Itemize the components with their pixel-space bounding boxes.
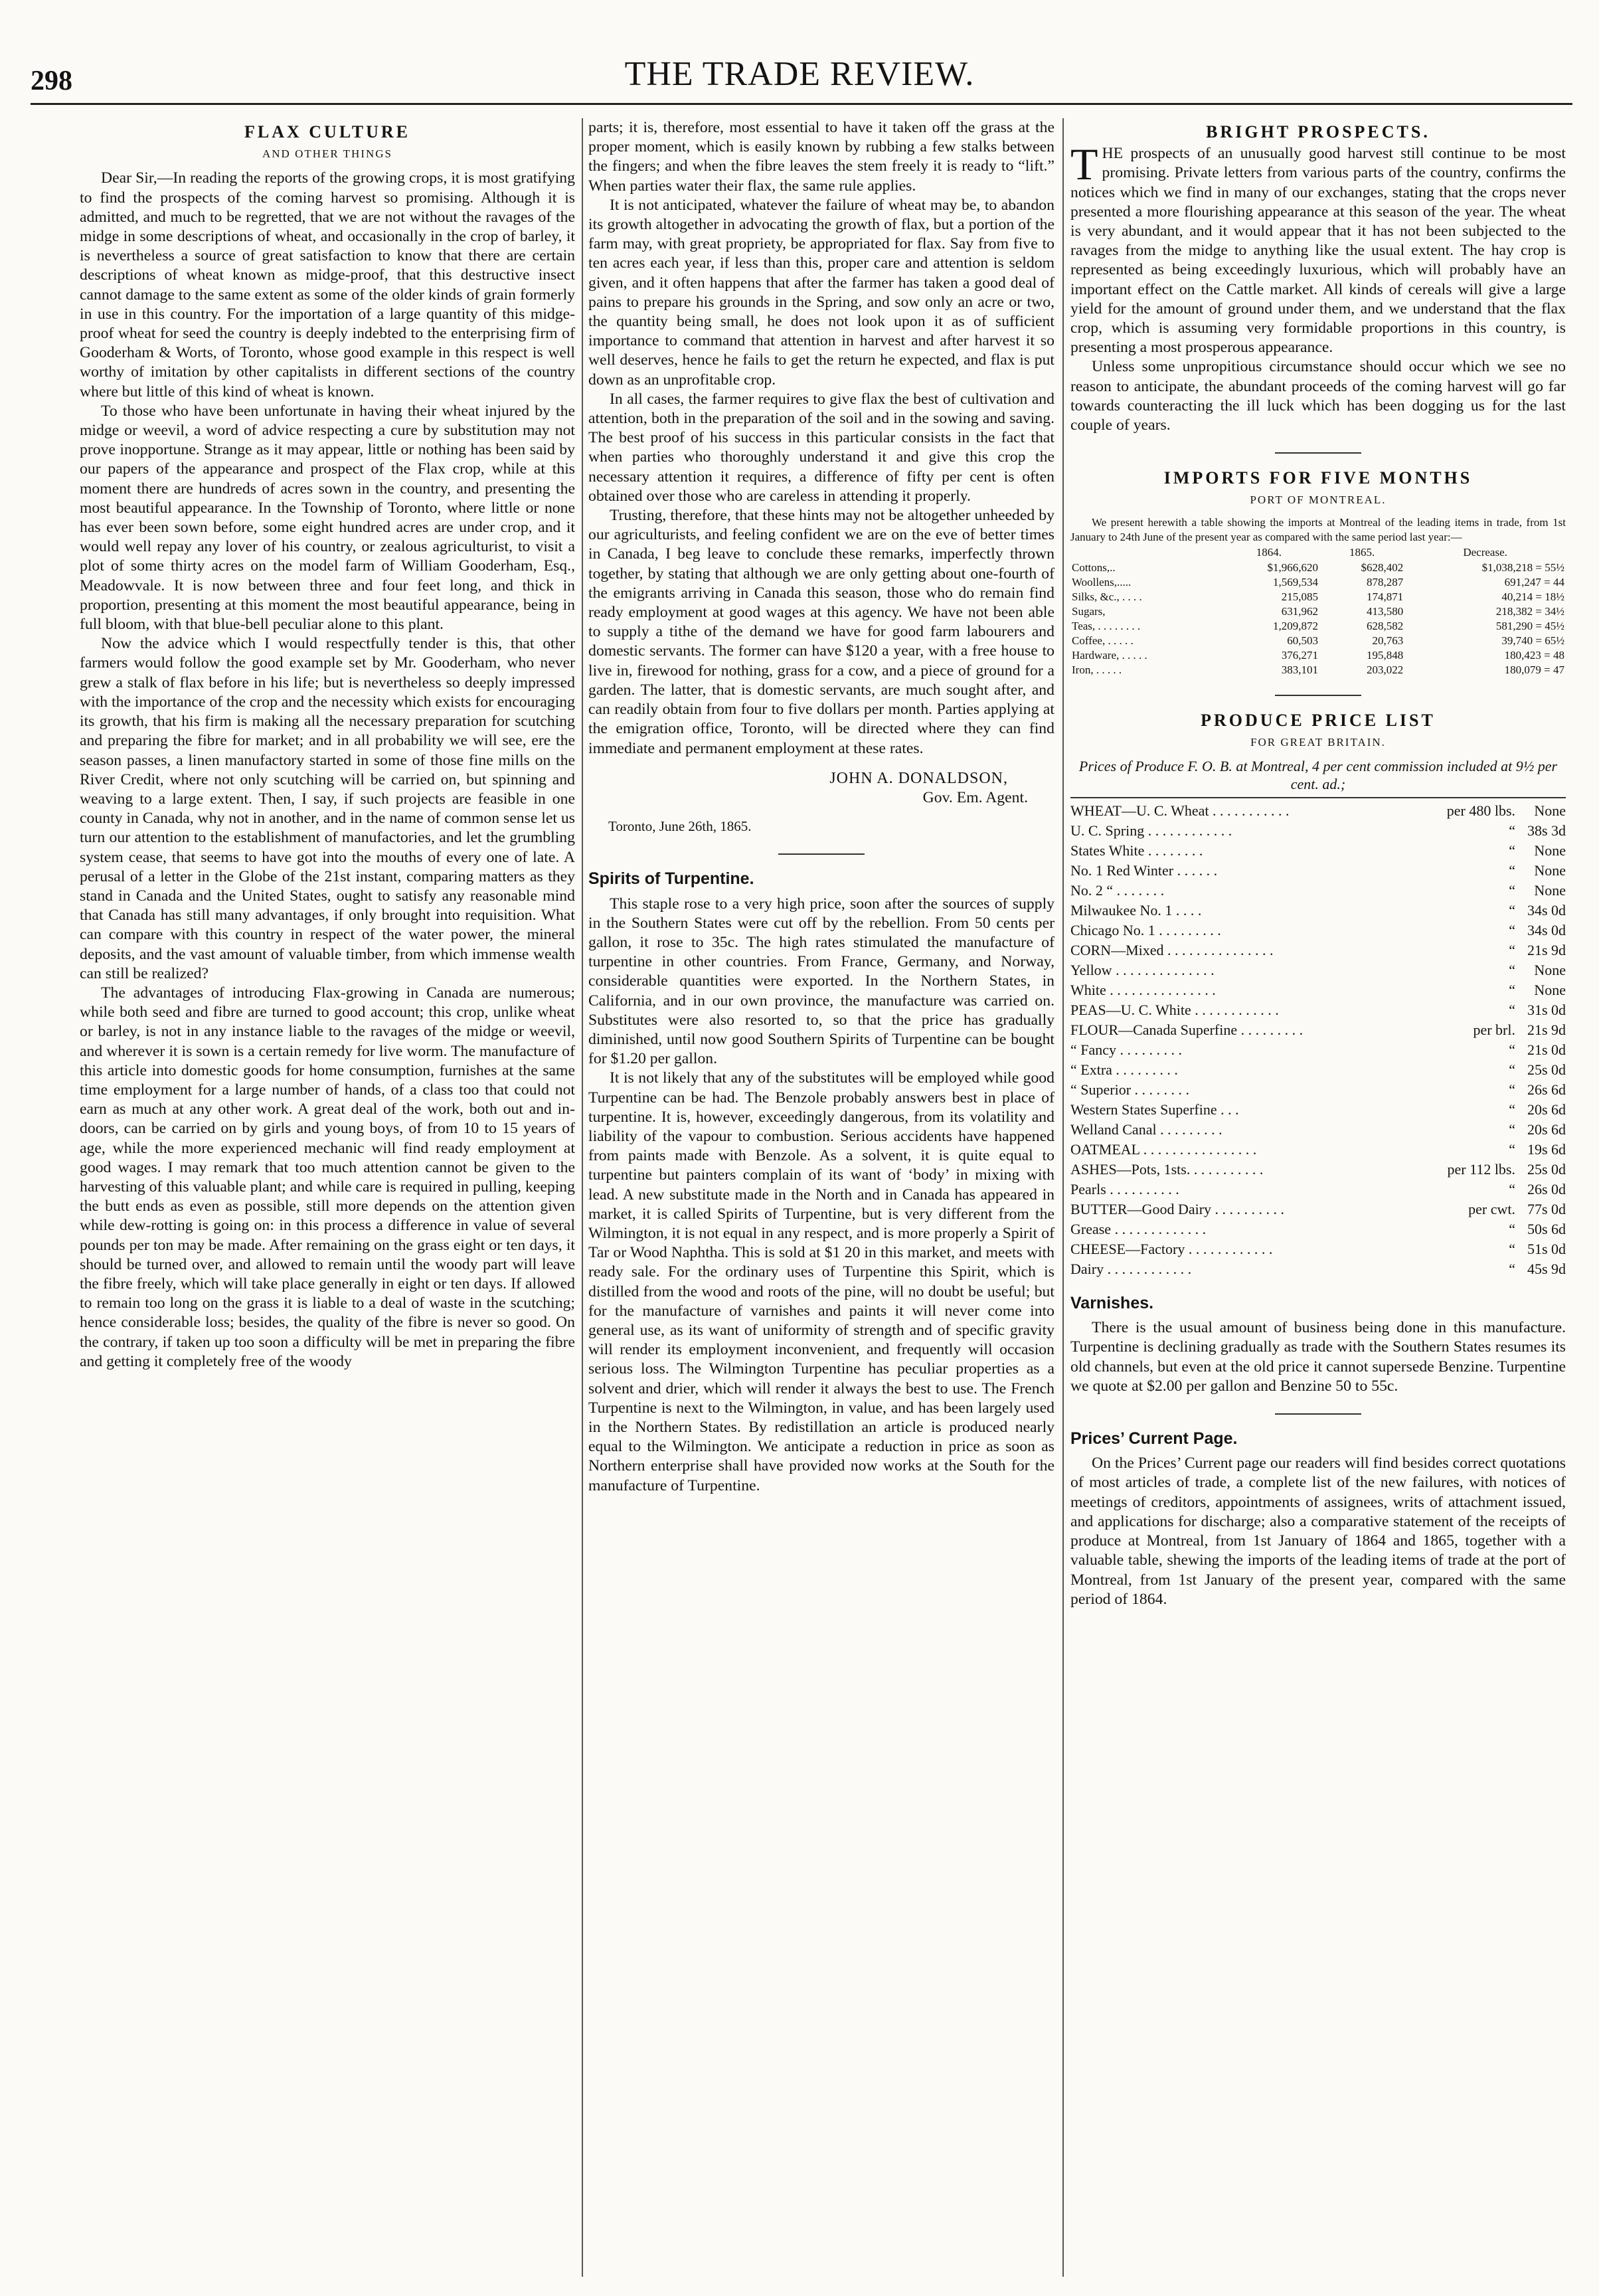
item-label: Welland Canal . . . . . . . . . [1070,1121,1222,1138]
page-number: 298 [31,66,72,96]
item-unit: “ [1509,942,1515,959]
caption-rule [1070,797,1566,798]
imports-subtitle: PORT OF MONTREAL. [1250,493,1387,507]
table-cell: Coffee, . . . . . [1072,634,1134,647]
item-price: 34s 0d [1527,902,1566,919]
item-price: None [1534,962,1566,979]
table-cell: Woollens,..... [1072,575,1132,588]
table-row [1070,634,1566,648]
table-cell: Silks, &c., . . . . [1072,590,1142,603]
flax-continued-paragraph: In all cases, the farmer requires to give flax the best of cultivation and attention, both in the preparation of the soil and in the sowing and saving. The best proof of his success in this particular consists in the fact that when parties who thoroughly understand it and give this crop the necessary attention it requires, a difference of fifty per cent is often obtained over those who are careless in attending it properly. [588,390,1054,505]
table-row [1070,980,1566,1000]
table-cell: Teas, . . . . . . . . [1072,619,1141,632]
table-row [1070,1160,1566,1180]
item-label: U. C. Spring . . . . . . . . . . . . [1070,822,1232,839]
item-price: 20s 6d [1527,1101,1566,1118]
item-label: Chicago No. 1 . . . . . . . . . [1070,922,1221,939]
table-cell: $1,038,218 = 55½ [1481,561,1564,574]
item-unit: “ [1509,1081,1515,1099]
column-1 [80,118,575,1371]
item-unit: “ [1509,1041,1515,1059]
imports-table [1070,545,1566,677]
table-row [1070,1259,1566,1279]
table-cell: 691,247 = 44 [1504,575,1564,588]
column-divider-1 [582,118,583,2277]
item-unit: “ [1509,1121,1515,1138]
table-row [1070,861,1566,881]
item-price: 21s 9d [1527,1021,1566,1039]
item-label: CORN—Mixed . . . . . . . . . . . . . . . [1070,942,1274,959]
table-cell: 628,582 [1366,619,1404,632]
column-divider-2 [1062,118,1064,2277]
table-row [1070,1100,1566,1120]
prices-current-paragraph: On the Prices’ Current page our readers will find besides correct quotations of most articles of trade, a complete list of the new failures, with notices of meetings of creditors, appointments of assignees, writs of attachment issued, and applications for discharge; also a comparative statement of the receipts of produce at Montreal, from 1st January of 1864 and 1865, together with a valuable table, shewing the imports of the leading items of trade at the port of Montreal, from 1st January of the present year, compared with the same period of 1864. [1070,1455,1566,1608]
item-label: White . . . . . . . . . . . . . . . [1070,982,1216,999]
section-separator [1275,452,1361,454]
flax-signature-title: Gov. Em. Agent. [922,788,1028,806]
item-unit: “ [1509,1241,1515,1258]
masthead-title: THE TRADE REVIEW. [624,55,975,93]
flax-article-title: FLAX CULTURE [244,122,411,141]
item-price: None [1534,982,1566,999]
flax-paragraph: Now the advice which I would respectfully tender is this, that other farmers would follow the good example set by Mr. Gooderham, who never grew a stalk of flax before in his life; but is nevertheless so deeply impressed with the importance of the crop and the necessity which exists for encouraging its growth, that his firm is making all the necessary preparation for scutching and preparing the fibre for market; and in all probability we will see, ere the season passes, a linen manufactory started in some of those fine mills on the River Credit, where not only scutching will be carried on, but spinning and weaving to a large extent. Then, I say, if such projects are feasible in one county in Canada, why not in another, and in the name of common sense let us turn our attention to the establishment of manufactories, and let the grumbling system cease, that seems to have got into the mouths of every one of late. A perusal of a letter in the Globe of the 21st instant, comparing matters as they stand in Canada and the United States, ought to satisfy any reasonable mind that Canada has still many advantages, if only brought into requisition. What can compare with this country in respect of the water power, the mineral deposits, and the vast amount of valuable timber, from which immense wealth can still be realized? [80,635,575,982]
item-label: “ Superior . . . . . . . . [1070,1081,1190,1099]
bright-prospects-title: BRIGHT PROSPECTS. [1206,122,1430,141]
flax-dateline: Toronto, June 26th, 1865. [608,818,752,835]
table-cell: 180,423 = 48 [1504,648,1564,662]
table-row [1070,590,1566,604]
item-price: None [1534,882,1566,899]
item-price: 51s 0d [1527,1241,1566,1258]
item-label: “ Extra . . . . . . . . . [1070,1061,1178,1079]
flax-paragraph: To those who have been unfortunate in having their wheat injured by the midge or weevil, a word of advice respecting a cure by substitution may not prove inopportune. Strange as it may appear, little or nothing has been said by our papers of the appearance and prospect of the Flax crop, while at this moment there are hundreds of acres sown in the country, and presenting the most beautiful appearance. In the Township of Toronto, where little or none has ever been sown before, some eight hundred acres are under crop, and it would well repay any lover of his country, or zealous agriculturist, to visit a plot of some thirty acres on the model farm of William Gooderham, Esq., Meadowvale. It is now between three and four feet long, and thick in proportion, presenting at this moment the most beautiful appearance, being in full bloom, with that blue-bell peculiar alone to this plant. [80,402,575,634]
item-unit: per 480 lbs. [1446,802,1515,820]
varnishes-paragraph: There is the usual amount of business being done in this manufacture. Turpentine is declining gradually as trade with the Southern States resumes its old channels, but even at the old price it cannot supersede Benzine. Turpentine we quote at $2.00 per gallon and Benzine 50 to 55c. [1070,1319,1566,1395]
table-row [1070,663,1566,677]
table-row [1070,821,1566,841]
table-row [1070,1060,1566,1080]
flax-article-subtitle: AND OTHER THINGS [262,147,392,161]
item-price: 25s 0d [1527,1161,1566,1178]
table-row [1070,960,1566,980]
column-2 [588,118,1054,1496]
table-row [1070,648,1566,663]
table-cell: Iron, . . . . . [1072,663,1122,676]
produce-price-table [1070,801,1566,1279]
table-row [1070,575,1566,590]
item-unit: “ [1509,1002,1515,1019]
item-unit: “ [1509,1181,1515,1198]
item-unit: “ [1509,1141,1515,1158]
flax-paragraph: Dear Sir,—In reading the reports of the growing crops, it is most gratifying to find the prospects of the coming harvest so promising. Although it is admitted, and much to be regretted, that we are not without the ravages of the midge in some descriptions of wheat, and occasionally in the crop of barley, it is nevertheless a source of great satisfaction to know that there are certain descriptions of wheat known as midge-proof, that this destructive insect cannot damage to the same extent as some of the older kinds of grain formerly in use in this country. For the importation of a large quantity of this midge-proof wheat for seed the country is deeply indebted to the enterprising firm of Gooderham & Worts, of Toronto, whose good example in this respect is well worthy of imitation by other capitalists in different sections of the country where but little of this kind of wheat is known. [80,169,575,400]
table-row [1070,1000,1566,1020]
item-price: 34s 0d [1527,922,1566,939]
column-header [1070,545,1219,561]
imports-table-header [1070,545,1566,561]
table-cell: 218,382 = 34½ [1495,604,1564,618]
item-price: 19s 6d [1527,1141,1566,1158]
table-cell: 581,290 = 45½ [1495,619,1564,632]
item-price: None [1534,862,1566,879]
table-cell: 20,763 [1372,634,1404,647]
flax-continued-paragraph: It is not anticipated, whatever the failure of wheat may be, to abandon its growth altogether in advocating the growth of flax, but a portion of the farm may, with great propriety, be appropriated for flax. Say from five to ten acres each year, if less than this, proper care and attention is seldom given, and it often happens that after the farmer has taken a good deal of pains to prepare his grounds in the Spring, and sow only an acre or two, the quantity being small, he does not look upon it as of sufficient importance to command that attention in harvest and after harvest it so well deserves, hence he fails to get the return he expected, and flax is put down as an unprofitable crop. [588,196,1054,389]
item-label: Western States Superfine . . . [1070,1101,1239,1118]
item-unit: “ [1509,902,1515,919]
table-row [1070,1040,1566,1060]
imports-intro: We present herewith a table showing the imports at Montreal of the leading items in trade, from 1st January to 24th June of the present year as compared with the same period last year:— [1070,515,1566,543]
item-label: Milwaukee No. 1 . . . . [1070,902,1202,919]
table-cell: 180,079 = 47 [1504,663,1564,676]
item-label: PEAS—U. C. White . . . . . . . . . . . . [1070,1002,1279,1019]
item-price: 77s 0d [1527,1201,1566,1218]
item-price: None [1534,802,1566,820]
table-row [1070,1199,1566,1219]
bright-prospects-paragraph: Unless some unpropitious circumstance should occur which we see no reason to anticipate, the abundant proceeds of the coming harvest will go far towards counteracting the ill luck which has been dogging us for the last couple of years. [1070,358,1566,434]
section-separator [1275,695,1361,696]
item-unit: “ [1509,1261,1515,1278]
item-unit: “ [1509,842,1515,859]
table-row [1070,940,1566,960]
item-price: 45s 9d [1527,1261,1566,1278]
item-label: No. 2 “ . . . . . . . [1070,882,1165,899]
table-cell: $628,402 [1361,561,1404,574]
item-price: 21s 0d [1527,1041,1566,1059]
table-row [1070,1020,1566,1040]
item-price: 38s 3d [1527,822,1566,839]
table-cell: 1,209,872 [1273,619,1319,632]
item-label: Grease . . . . . . . . . . . . . [1070,1221,1207,1238]
item-price: 50s 6d [1527,1221,1566,1238]
table-cell: Hardware, . . . . . [1072,648,1147,662]
item-unit: per brl. [1473,1021,1515,1039]
item-label: No. 1 Red Winter . . . . . . [1070,862,1218,879]
table-cell: Sugars, [1072,604,1106,618]
turpentine-paragraph: This staple rose to a very high price, soon after the sources of supply in the Southern States were cut off by the rebellion. From 50 cents per gallon, it rose to 35c. The high rates stimulated the manufacture of turpentine in other countries. From France, Germany, and Norway, considerable quantities were exported. In the Northern States, in California, and in our own province, the manufacture was carried on. Substitutes were also resorted to, so that the price has gradually diminished, until now good Southern Spirits of Turpentine can be bought for $1.20 per gallon. [588,895,1054,1068]
table-row [1070,1120,1566,1140]
table-cell: 40,214 = 18½ [1501,590,1564,603]
item-label: WHEAT—U. C. Wheat . . . . . . . . . . . [1070,802,1290,820]
table-row [1070,1080,1566,1100]
table-row [1070,801,1566,821]
produce-title: PRODUCE PRICE LIST [1201,710,1436,730]
item-unit: “ [1509,882,1515,899]
bright-prospects-paragraph: THE prospects of an unusually good harvest still continue to be most promising. Private letters from various parts of the country, confirms the notices which we find in many of our exchanges, stating that the crops never presented a more flourishing appearance at this season of the year. The wheat is very abundant, and it would appear that it has not been subjected to the ravages from the midge to anything like the usual extent. The hay crop is represented as being exceedingly luxurious, which will probably have an important effect on the Cattle market. All kinds of cereals will give a large yield for the amount of ground under them, and we understand that the flax crop, which is assuming very formidable proportions in this country, is presenting a most prosperous appearance. [1070,139,1566,357]
column-header: 1865. [1349,545,1375,559]
produce-subtitle: FOR GREAT BRITAIN. [1250,735,1386,749]
item-unit: “ [1509,922,1515,939]
table-row [1070,901,1566,921]
table-cell: 174,871 [1366,590,1404,603]
item-label: States White . . . . . . . . [1070,842,1203,859]
item-label: ASHES—Pots, 1sts. . . . . . . . . . . [1070,1161,1264,1178]
item-unit: “ [1509,862,1515,879]
table-row [1070,881,1566,901]
item-label: Dairy . . . . . . . . . . . . [1070,1261,1192,1278]
item-price: 21s 9d [1527,942,1566,959]
table-cell: 383,101 [1281,663,1319,676]
item-price: 31s 0d [1527,1002,1566,1019]
table-row [1070,1180,1566,1199]
table-row [1070,604,1566,619]
prices-current-title: Prices’ Current Page. [1070,1429,1238,1449]
table-cell: $1,966,620 [1267,561,1319,574]
section-separator [778,853,865,855]
section-separator [1275,1413,1361,1415]
item-price: 26s 0d [1527,1181,1566,1198]
table-cell: 203,022 [1366,663,1404,676]
header-rule [31,103,1572,105]
table-row [1070,619,1566,634]
flax-continued-paragraph: parts; it is, therefore, most essential to have it taken off the grass at the proper moment, which is easily known by rubbing a few stalks between the fingers; and when the fibre leaves the stem freely it is ready to “lift.” When parties water their flax, the same rule applies. [588,119,1054,195]
item-label: CHEESE—Factory . . . . . . . . . . . . [1070,1241,1273,1258]
item-unit: “ [1509,822,1515,839]
item-label: “ Fancy . . . . . . . . . [1070,1041,1183,1059]
item-label: Pearls . . . . . . . . . . [1070,1181,1179,1198]
item-label: Yellow . . . . . . . . . . . . . . [1070,962,1215,979]
table-cell: Cottons,.. [1072,561,1116,574]
table-row [1070,1140,1566,1160]
table-cell: 878,287 [1366,575,1404,588]
flax-paragraph: The advantages of introducing Flax-growing in Canada are numerous; while both seed and fibre are turned to good account; this crop, unlike wheat or barley, is not in any instance liable to the ravages of the midge or weevil, and wherever it is sown is a certain remedy for live worm. The manufacture of this article into domestic goods for home consumption, furnishes at the same time employment for a large number of hands, of a class too that could not earn as much at any other work. A great deal of the work, both out and in-doors, can be carried on by girls and young boys, of from 10 to 15 years of age, while the more experienced mechanic will find ready employment at good wages. I may remark that too much attention cannot be given to the harvesting of this valuable plant; and while care is required in pulling, keeping the butt ends as even as possible, still more depends on the attention given while dew-rotting is going on: in this process a difference in value of several pounds per ton may be made. After remaining on the grass eight or ten days, it should be turned over, and allowed to remain until the woody part will leave the fibre freely, which will take place generally in eight or ten days. If allowed to remain too long on the grass it is liable to a deal of waste in the scutching; hence considerable loss; besides, the quality of the fibre is never so good. On the contrary, if taken up too soon a difficulty will be met in preparing the fibre and getting it completely free of the woody [80,984,575,1370]
table-cell: 631,962 [1281,604,1319,618]
item-unit: “ [1509,1061,1515,1079]
table-cell: 60,503 [1287,634,1319,647]
flax-continued-paragraph: Trusting, therefore, that these hints may not be altogether unheeded by our agriculturists, and feeling confident we are on the eve of better times in Canada, I beg leave to conclude these remarks, imperfectly thrown together, by stating that although we are only getting about one-fourth of the emigrants arriving in Canada this season, those who do remain find ready employment at good wages at this agency. We have not been able to supply a tithe of the demand we have for good farm labourers and domestic servants. The former can have $120 a year, with a free house to live in, firewood for nothing, grass for a cow, and a piece of ground for a garden. The latter, that is domestic servants, are much sought after, and can readily obtain from four to five dollars per month. Parties applying at the emigration office, Toronto, will be directed where they can find immediate and permanent employment at these rates. [588,507,1054,757]
item-unit: “ [1509,1221,1515,1238]
table-row [1070,561,1566,575]
item-unit: per 112 lbs. [1447,1161,1515,1178]
item-label: FLOUR—Canada Superfine . . . . . . . . . [1070,1021,1304,1039]
table-cell: 376,271 [1281,648,1319,662]
table-row [1070,1219,1566,1239]
table-row [1070,1239,1566,1259]
produce-caption: Prices of Produce F. O. B. at Montreal, 4 per cent commission included at 9½ per cent. ad.; [1078,758,1558,793]
table-cell: 1,569,534 [1273,575,1319,588]
imports-title: IMPORTS FOR FIVE MONTHS [1163,468,1473,488]
item-unit: per cwt. [1468,1201,1515,1218]
item-unit: “ [1509,962,1515,979]
turpentine-title: Spirits of Turpentine. [588,869,754,889]
turpentine-paragraph: It is not likely that any of the substitutes will be employed while good Turpentine can be had. The Benzole probably answers best in place of turpentine. It is, however, exceedingly dangerous, from its volatility and liability of the vapour to combustion. Serious accidents have happened from paints made with Benzole. As a solvent, it is quite equal to turpentine but painters complain of its want of ‘body’ in mixing with lead. A new substitute made in the North and in Canada has appeared in market, it is called Spirits of Turpentine, but is very different from the Wilmington, it is not equal in any respect, and is more properly a Spirit of Tar or Wood Naphtha. This is sold at $1 20 in this market, and meets with ready sale. For the ordinary uses of Turpentine this Spirit, which is distilled from the wood and roots of the pine, will no doubt be useful; but for the manufacture of varnishes and paints it will never come into general use, as its want of uniformity of strength and of specific gravity will render its employment inconvenient, and frequently will occasion serious loss. The Wilmington Turpentine has peculiar properties as a solvent and drier, which will render it always the best to use. The French Turpentine is next to the Wilmington, in value, and has been largely used in the Northern States. By redistillation an article is produced nearly equal to the Wilmington. We anticipate a reduction in price as soon as Northern enterprise shall have provided now works at the South for the manufacture of Turpentine. [588,1069,1054,1494]
table-cell: 413,580 [1366,604,1404,618]
item-label: OATMEAL . . . . . . . . . . . . . . . . [1070,1141,1257,1158]
table-cell: 195,848 [1366,648,1404,662]
flax-signature: JOHN A. DONALDSON, [829,769,1008,787]
table-cell: 39,740 = 65½ [1501,634,1564,647]
varnishes-title: Varnishes. [1070,1294,1154,1313]
item-price: 25s 0d [1527,1061,1566,1079]
item-price: None [1534,842,1566,859]
column-3 [1070,118,1566,1609]
column-header: 1864. [1256,545,1282,559]
item-label: BUTTER—Good Dairy . . . . . . . . . . [1070,1201,1285,1218]
item-unit: “ [1509,982,1515,999]
table-row [1070,841,1566,861]
table-row [1070,921,1566,940]
table-cell: 215,085 [1281,590,1319,603]
column-header: Decrease. [1463,545,1507,559]
item-price: 26s 6d [1527,1081,1566,1099]
item-price: 20s 6d [1527,1121,1566,1138]
item-unit: “ [1509,1101,1515,1118]
